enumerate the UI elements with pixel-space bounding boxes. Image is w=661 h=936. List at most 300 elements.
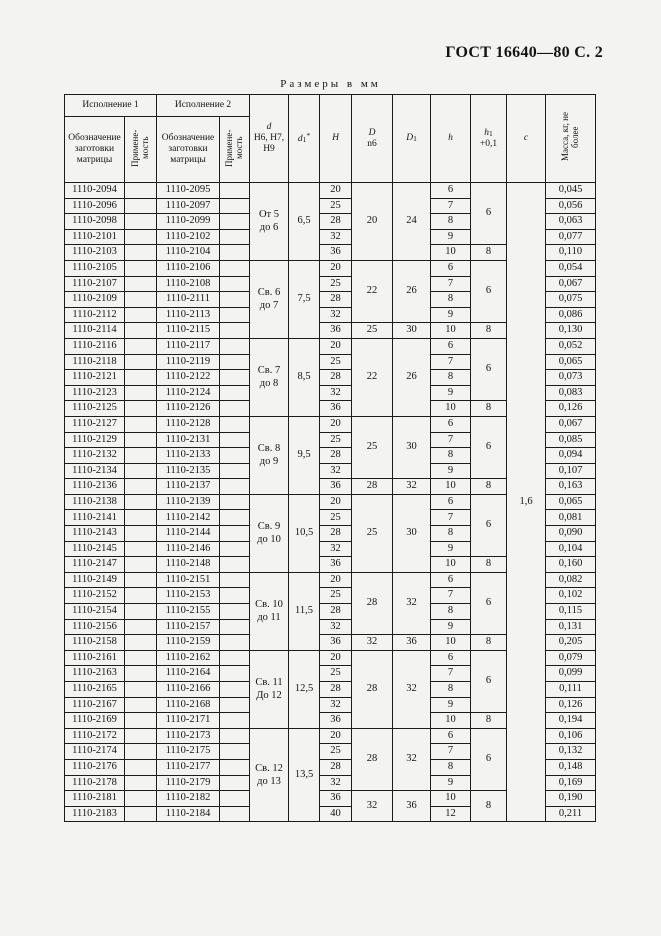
cell-primenyaemost-1: [125, 759, 157, 775]
cell-h1: 8: [471, 323, 507, 339]
cell-primenyaemost-1: [125, 728, 157, 744]
cell-mass: 0,115: [546, 604, 596, 620]
cell-primenyaemost-1: [125, 526, 157, 542]
cell-primenyaemost-1: [125, 214, 157, 230]
cell-oboznachenie-1: 1110-2161: [65, 650, 125, 666]
cell-primenyaemost-2: [220, 791, 250, 807]
cell-d1: 10,5: [289, 494, 320, 572]
cell-h: 6: [431, 650, 471, 666]
cell-H: 28: [320, 526, 352, 542]
cell-primenyaemost-2: [220, 198, 250, 214]
cell-h: 8: [431, 526, 471, 542]
table-body: [65, 183, 596, 822]
cell-oboznachenie-1: 1110-2136: [65, 479, 125, 495]
cell-oboznachenie-1: 1110-2174: [65, 744, 125, 760]
cell-oboznachenie-1: 1110-2147: [65, 557, 125, 573]
cell-h: 6: [431, 494, 471, 510]
cell-mass: 0,085: [546, 432, 596, 448]
cell-d1: 8,5: [289, 338, 320, 416]
cell-oboznachenie-1: 1110-2125: [65, 401, 125, 417]
cell-oboznachenie-1: 1110-2129: [65, 432, 125, 448]
header-primenyaemost-2-text: Примене- мость: [223, 128, 244, 167]
cell-primenyaemost-2: [220, 463, 250, 479]
cell-primenyaemost-2: [220, 728, 250, 744]
cell-primenyaemost-2: [220, 494, 250, 510]
cell-primenyaemost-2: [220, 635, 250, 651]
cell-oboznachenie-1: 1110-2121: [65, 370, 125, 386]
cell-D: 32: [352, 791, 393, 822]
cell-H: 32: [320, 463, 352, 479]
cell-oboznachenie-2: 1110-2137: [157, 479, 220, 495]
cell-H: 25: [320, 588, 352, 604]
cell-h1: 6: [471, 260, 507, 322]
cell-mass: 0,077: [546, 229, 596, 245]
header-d-tolerance: H6, H7, H9: [253, 133, 285, 154]
cell-mass: 0,094: [546, 448, 596, 464]
cell-mass: 0,163: [546, 479, 596, 495]
cell-d-range: Св. 8 до 9: [250, 416, 289, 494]
cell-oboznachenie-1: 1110-2158: [65, 635, 125, 651]
cell-primenyaemost-1: [125, 463, 157, 479]
cell-mass: 0,126: [546, 697, 596, 713]
cell-primenyaemost-1: [125, 713, 157, 729]
cell-primenyaemost-2: [220, 510, 250, 526]
cell-h: 9: [431, 775, 471, 791]
cell-H: 25: [320, 510, 352, 526]
cell-primenyaemost-1: [125, 806, 157, 822]
cell-mass: 0,194: [546, 713, 596, 729]
header-d1: [289, 95, 320, 183]
cell-primenyaemost-2: [220, 370, 250, 386]
cell-mass: 0,130: [546, 323, 596, 339]
table-row: [65, 183, 596, 199]
cell-D: 22: [352, 338, 393, 416]
cell-oboznachenie-1: 1110-2163: [65, 666, 125, 682]
cell-primenyaemost-2: [220, 666, 250, 682]
cell-h: 6: [431, 416, 471, 432]
cell-primenyaemost-2: [220, 307, 250, 323]
cell-h: 7: [431, 354, 471, 370]
header-h1-sub: 1: [489, 128, 493, 138]
cell-oboznachenie-2: 1110-2155: [157, 604, 220, 620]
cell-primenyaemost-1: [125, 494, 157, 510]
header-h: h: [431, 95, 471, 183]
cell-oboznachenie-2: 1110-2159: [157, 635, 220, 651]
cell-primenyaemost-2: [220, 245, 250, 261]
cell-oboznachenie-1: 1110-2118: [65, 354, 125, 370]
cell-primenyaemost-2: [220, 338, 250, 354]
cell-D: 28: [352, 572, 393, 634]
cell-D: 28: [352, 650, 393, 728]
cell-primenyaemost-2: [220, 354, 250, 370]
cell-H: 25: [320, 432, 352, 448]
cell-oboznachenie-2: 1110-2113: [157, 307, 220, 323]
cell-H: 25: [320, 744, 352, 760]
cell-primenyaemost-2: [220, 448, 250, 464]
cell-H: 25: [320, 354, 352, 370]
cell-primenyaemost-1: [125, 354, 157, 370]
cell-H: 32: [320, 541, 352, 557]
cell-H: 32: [320, 385, 352, 401]
header-D-tolerance: n6: [367, 138, 377, 149]
cell-primenyaemost-2: [220, 759, 250, 775]
cell-primenyaemost-1: [125, 323, 157, 339]
cell-mass: 0,169: [546, 775, 596, 791]
header-mass-text: Масса, кг, не более: [559, 112, 580, 162]
cell-oboznachenie-2: 1110-2133: [157, 448, 220, 464]
cell-h: 10: [431, 401, 471, 417]
cell-primenyaemost-1: [125, 791, 157, 807]
cell-H: 36: [320, 245, 352, 261]
header-H: H: [320, 95, 352, 183]
cell-H: 36: [320, 323, 352, 339]
cell-primenyaemost-2: [220, 292, 250, 308]
cell-mass: 0,065: [546, 494, 596, 510]
cell-oboznachenie-1: 1110-2152: [65, 588, 125, 604]
cell-h: 8: [431, 759, 471, 775]
cell-D1: 26: [393, 338, 431, 416]
cell-d-range: Св. 6 до 7: [250, 260, 289, 338]
cell-primenyaemost-2: [220, 697, 250, 713]
cell-primenyaemost-1: [125, 448, 157, 464]
cell-d1: 13,5: [289, 728, 320, 822]
cell-primenyaemost-2: [220, 183, 250, 199]
header-d1-symbol: d: [297, 134, 303, 145]
cell-h: 7: [431, 276, 471, 292]
cell-h1: 8: [471, 245, 507, 261]
cell-primenyaemost-2: [220, 541, 250, 557]
cell-h1: 8: [471, 791, 507, 822]
cell-h: 6: [431, 260, 471, 276]
cell-primenyaemost-1: [125, 682, 157, 698]
cell-H: 36: [320, 479, 352, 495]
cell-h1: 6: [471, 494, 507, 556]
cell-d-range: От 5 до 6: [250, 183, 289, 261]
cell-h: 9: [431, 229, 471, 245]
cell-h: 9: [431, 697, 471, 713]
cell-primenyaemost-1: [125, 479, 157, 495]
cell-H: 28: [320, 759, 352, 775]
cell-oboznachenie-2: 1110-2144: [157, 526, 220, 542]
cell-h1: 6: [471, 338, 507, 400]
cell-oboznachenie-1: 1110-2149: [65, 572, 125, 588]
cell-oboznachenie-1: 1110-2127: [65, 416, 125, 432]
cell-oboznachenie-1: 1110-2103: [65, 245, 125, 261]
cell-mass: 0,063: [546, 214, 596, 230]
cell-primenyaemost-2: [220, 276, 250, 292]
cell-oboznachenie-2: 1110-2182: [157, 791, 220, 807]
cell-d1: 7,5: [289, 260, 320, 338]
cell-oboznachenie-2: 1110-2148: [157, 557, 220, 573]
cell-D1: 36: [393, 635, 431, 651]
cell-oboznachenie-2: 1110-2115: [157, 323, 220, 339]
cell-D1: 30: [393, 494, 431, 572]
header-d1-sub: 1: [302, 135, 307, 145]
cell-mass: 0,045: [546, 183, 596, 199]
header-h1: [471, 95, 507, 183]
cell-primenyaemost-2: [220, 416, 250, 432]
cell-oboznachenie-1: 1110-2101: [65, 229, 125, 245]
header-d-symbol: d: [266, 122, 272, 133]
header-D1-sub: 1: [413, 134, 417, 144]
cell-h: 9: [431, 463, 471, 479]
header-c: c: [507, 95, 546, 183]
cell-D: 28: [352, 728, 393, 790]
cell-h: 6: [431, 183, 471, 199]
cell-oboznachenie-2: 1110-2108: [157, 276, 220, 292]
cell-H: 36: [320, 635, 352, 651]
cell-h: 6: [431, 338, 471, 354]
cell-mass: 0,190: [546, 791, 596, 807]
cell-H: 20: [320, 728, 352, 744]
cell-mass: 0,102: [546, 588, 596, 604]
cell-oboznachenie-2: 1110-2184: [157, 806, 220, 822]
cell-oboznachenie-1: 1110-2141: [65, 510, 125, 526]
cell-h: 8: [431, 370, 471, 386]
header-ispolnenie-2: Исполнение 2: [157, 95, 250, 117]
header-mass: [546, 95, 596, 183]
cell-primenyaemost-1: [125, 307, 157, 323]
cell-H: 28: [320, 682, 352, 698]
cell-oboznachenie-2: 1110-2166: [157, 682, 220, 698]
cell-primenyaemost-1: [125, 666, 157, 682]
cell-primenyaemost-1: [125, 229, 157, 245]
cell-primenyaemost-1: [125, 510, 157, 526]
cell-mass: 0,090: [546, 526, 596, 542]
cell-d-range: Св. 9 до 10: [250, 494, 289, 572]
cell-primenyaemost-1: [125, 260, 157, 276]
cell-oboznachenie-1: 1110-2167: [65, 697, 125, 713]
cell-H: 20: [320, 572, 352, 588]
cell-oboznachenie-2: 1110-2157: [157, 619, 220, 635]
cell-mass: 0,079: [546, 650, 596, 666]
cell-oboznachenie-2: 1110-2095: [157, 183, 220, 199]
header-d: [250, 95, 289, 183]
cell-D: 28: [352, 479, 393, 495]
cell-primenyaemost-1: [125, 557, 157, 573]
cell-primenyaemost-1: [125, 588, 157, 604]
cell-primenyaemost-2: [220, 713, 250, 729]
cell-oboznachenie-1: 1110-2145: [65, 541, 125, 557]
cell-mass: 0,111: [546, 682, 596, 698]
cell-oboznachenie-2: 1110-2097: [157, 198, 220, 214]
cell-h: 10: [431, 713, 471, 729]
cell-H: 32: [320, 775, 352, 791]
cell-h: 9: [431, 541, 471, 557]
cell-primenyaemost-1: [125, 432, 157, 448]
header-h1-symbol: h: [484, 127, 489, 138]
cell-primenyaemost-1: [125, 385, 157, 401]
cell-h1: 8: [471, 401, 507, 417]
cell-primenyaemost-2: [220, 229, 250, 245]
cell-oboznachenie-1: 1110-2132: [65, 448, 125, 464]
cell-oboznachenie-2: 1110-2151: [157, 572, 220, 588]
cell-d-range: Св. 7 до 8: [250, 338, 289, 416]
cell-oboznachenie-2: 1110-2131: [157, 432, 220, 448]
cell-mass: 0,104: [546, 541, 596, 557]
cell-h: 6: [431, 572, 471, 588]
cell-oboznachenie-1: 1110-2116: [65, 338, 125, 354]
cell-primenyaemost-2: [220, 479, 250, 495]
cell-D1: 32: [393, 650, 431, 728]
cell-primenyaemost-2: [220, 588, 250, 604]
cell-h: 7: [431, 666, 471, 682]
cell-D1: 32: [393, 479, 431, 495]
cell-primenyaemost-2: [220, 323, 250, 339]
cell-h1: 8: [471, 479, 507, 495]
cell-oboznachenie-2: 1110-2171: [157, 713, 220, 729]
cell-d1: 9,5: [289, 416, 320, 494]
cell-h: 10: [431, 557, 471, 573]
header-ispolnenie-1: Исполнение 1: [65, 95, 157, 117]
cell-mass: 0,160: [546, 557, 596, 573]
cell-d1: 11,5: [289, 572, 320, 650]
cell-H: 36: [320, 713, 352, 729]
cell-H: 28: [320, 292, 352, 308]
cell-H: 20: [320, 183, 352, 199]
cell-primenyaemost-2: [220, 650, 250, 666]
cell-oboznachenie-2: 1110-2128: [157, 416, 220, 432]
header-primenyaemost-1-text: Примене- мость: [129, 128, 150, 167]
cell-h: 10: [431, 791, 471, 807]
cell-h: 12: [431, 806, 471, 822]
cell-oboznachenie-1: 1110-2105: [65, 260, 125, 276]
header-primenyaemost-2: [220, 117, 250, 183]
cell-oboznachenie-1: 1110-2138: [65, 494, 125, 510]
cell-primenyaemost-2: [220, 744, 250, 760]
cell-mass: 0,073: [546, 370, 596, 386]
cell-mass: 0,205: [546, 635, 596, 651]
cell-d-range: Св. 10 до 11: [250, 572, 289, 650]
cell-mass: 0,065: [546, 354, 596, 370]
cell-H: 25: [320, 276, 352, 292]
cell-oboznachenie-1: 1110-2181: [65, 791, 125, 807]
cell-oboznachenie-2: 1110-2124: [157, 385, 220, 401]
cell-h1: 6: [471, 572, 507, 634]
cell-oboznachenie-1: 1110-2109: [65, 292, 125, 308]
cell-primenyaemost-1: [125, 276, 157, 292]
cell-primenyaemost-2: [220, 401, 250, 417]
cell-oboznachenie-1: 1110-2169: [65, 713, 125, 729]
cell-D1: 30: [393, 323, 431, 339]
cell-D1: 32: [393, 572, 431, 634]
cell-primenyaemost-1: [125, 245, 157, 261]
header-D: [352, 95, 393, 183]
cell-h1: 6: [471, 183, 507, 245]
cell-mass: 0,126: [546, 401, 596, 417]
cell-oboznachenie-1: 1110-2178: [65, 775, 125, 791]
cell-D1: 30: [393, 416, 431, 478]
cell-h: 6: [431, 728, 471, 744]
cell-oboznachenie-2: 1110-2142: [157, 510, 220, 526]
cell-h1: 6: [471, 650, 507, 712]
cell-D: 25: [352, 494, 393, 572]
cell-mass: 0,067: [546, 276, 596, 292]
cell-primenyaemost-2: [220, 682, 250, 698]
header-D1-symbol: D: [406, 133, 414, 144]
cell-mass: 0,067: [546, 416, 596, 432]
cell-primenyaemost-1: [125, 292, 157, 308]
cell-oboznachenie-1: 1110-2154: [65, 604, 125, 620]
cell-oboznachenie-2: 1110-2162: [157, 650, 220, 666]
cell-H: 28: [320, 448, 352, 464]
cell-H: 28: [320, 604, 352, 620]
header-oboznachenie-2: Обозначение заготовки матрицы: [157, 117, 220, 183]
cell-D: 25: [352, 323, 393, 339]
cell-h: 10: [431, 245, 471, 261]
cell-mass: 0,056: [546, 198, 596, 214]
cell-primenyaemost-2: [220, 604, 250, 620]
cell-d1: 6,5: [289, 183, 320, 261]
cell-H: 32: [320, 307, 352, 323]
cell-h1: 6: [471, 416, 507, 478]
header-d1-sup: *: [306, 131, 311, 141]
cell-mass: 0,086: [546, 307, 596, 323]
cell-h: 8: [431, 214, 471, 230]
cell-mass: 0,081: [546, 510, 596, 526]
cell-h: 9: [431, 619, 471, 635]
cell-c: 1,6: [507, 183, 546, 822]
cell-D: 32: [352, 635, 393, 651]
header-oboznachenie-1: Обозначение заготовки матрицы: [65, 117, 125, 183]
cell-oboznachenie-1: 1110-2143: [65, 526, 125, 542]
cell-h: 8: [431, 604, 471, 620]
cell-h: 7: [431, 744, 471, 760]
cell-oboznachenie-2: 1110-2135: [157, 463, 220, 479]
cell-H: 20: [320, 338, 352, 354]
cell-oboznachenie-2: 1110-2111: [157, 292, 220, 308]
cell-H: 32: [320, 619, 352, 635]
cell-h: 8: [431, 448, 471, 464]
cell-primenyaemost-1: [125, 744, 157, 760]
cell-mass: 0,148: [546, 759, 596, 775]
cell-h1: 8: [471, 713, 507, 729]
document-header: ГОСТ 16640—80 С. 2: [445, 44, 603, 61]
cell-D: 25: [352, 416, 393, 478]
cell-oboznachenie-2: 1110-2179: [157, 775, 220, 791]
header-primenyaemost-1: [125, 117, 157, 183]
cell-oboznachenie-2: 1110-2164: [157, 666, 220, 682]
cell-oboznachenie-2: 1110-2126: [157, 401, 220, 417]
cell-oboznachenie-2: 1110-2104: [157, 245, 220, 261]
cell-H: 25: [320, 666, 352, 682]
cell-oboznachenie-2: 1110-2122: [157, 370, 220, 386]
cell-oboznachenie-1: 1110-2094: [65, 183, 125, 199]
cell-h: 9: [431, 307, 471, 323]
cell-H: 20: [320, 650, 352, 666]
cell-primenyaemost-2: [220, 385, 250, 401]
cell-primenyaemost-1: [125, 697, 157, 713]
cell-H: 40: [320, 806, 352, 822]
cell-oboznachenie-2: 1110-2139: [157, 494, 220, 510]
cell-primenyaemost-2: [220, 526, 250, 542]
cell-primenyaemost-2: [220, 214, 250, 230]
cell-oboznachenie-2: 1110-2106: [157, 260, 220, 276]
cell-primenyaemost-2: [220, 619, 250, 635]
cell-d-range: Св. 11 До 12: [250, 650, 289, 728]
cell-primenyaemost-2: [220, 775, 250, 791]
cell-H: 36: [320, 791, 352, 807]
cell-h: 7: [431, 432, 471, 448]
cell-H: 28: [320, 214, 352, 230]
cell-primenyaemost-2: [220, 260, 250, 276]
cell-mass: 0,110: [546, 245, 596, 261]
table-caption: Размеры в мм: [280, 78, 381, 90]
header-D-symbol: D: [368, 127, 376, 138]
cell-primenyaemost-1: [125, 604, 157, 620]
cell-h1: 6: [471, 728, 507, 790]
cell-mass: 0,131: [546, 619, 596, 635]
